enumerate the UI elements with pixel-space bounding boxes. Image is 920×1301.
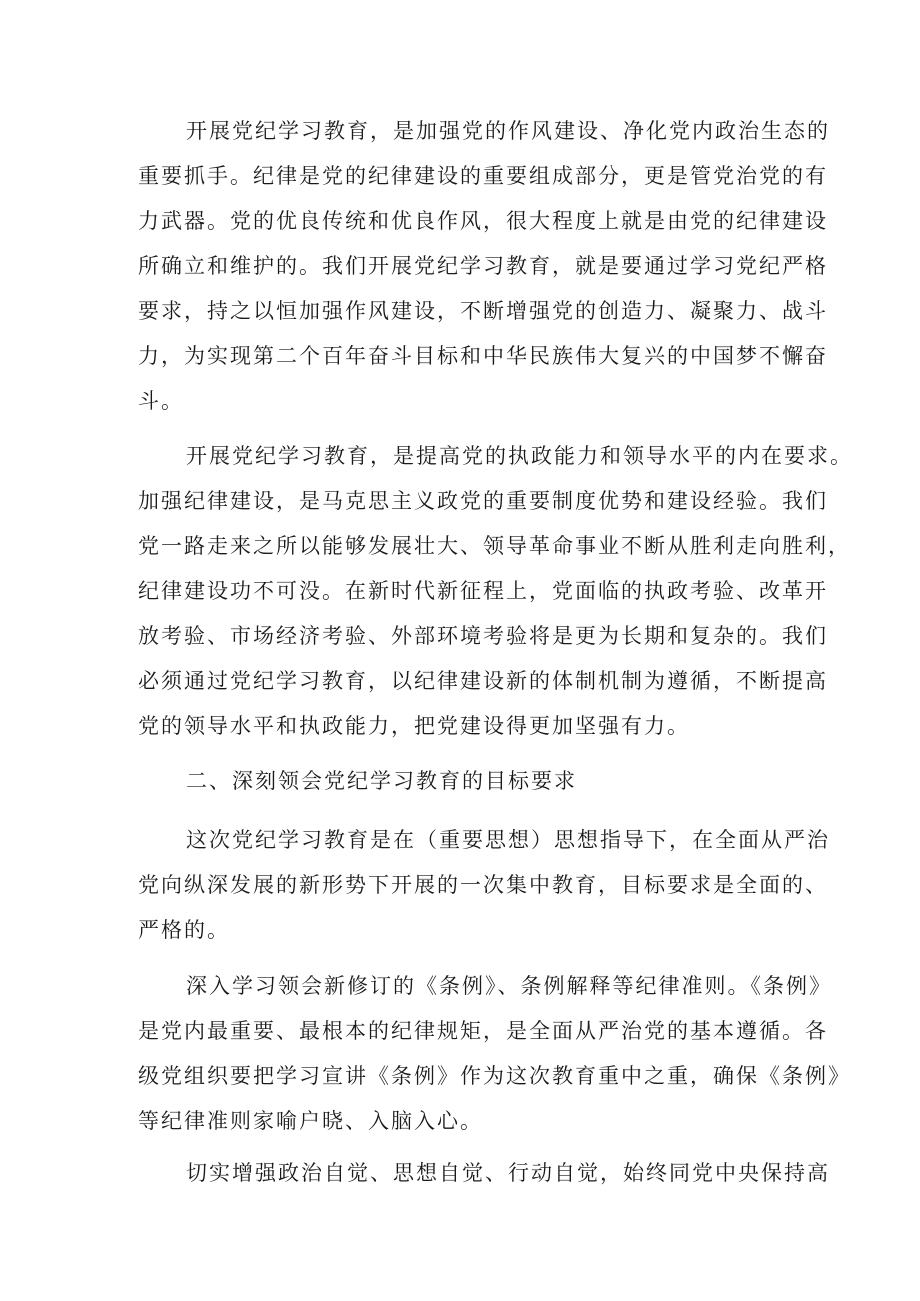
text-line: 加强纪律建设，是马克思主义政党的重要制度优势和建设经验。我们 <box>138 489 828 513</box>
text-line: 放考验、市场经济考验、外部环境考验将是更为长期和复杂的。我们 <box>138 624 828 648</box>
text-line: 深入学习领会新修订的《条例》、条例解释等纪律准则。《条例》 <box>186 974 832 998</box>
text-line: 斗。 <box>138 389 184 413</box>
text-line: 要求，持之以恒加强作风建设，不断增强党的创造力、凝聚力、战斗 <box>138 299 828 323</box>
text-line: 所确立和维护的。我们开展党纪学习教育，就是要通过学习党纪严格 <box>138 254 828 278</box>
text-line: 必须通过党纪学习教育，以纪律建设新的体制机制为遵循，不断提高 <box>138 669 828 693</box>
text-line: 党的领导水平和执政能力，把党建设得更加坚强有力。 <box>138 714 690 738</box>
text-line: 是党内最重要、最根本的纪律规矩，是全面从严治党的基本遵循。各 <box>138 1019 828 1043</box>
text-line: 力武器。党的优良传统和优良作风，很大程度上就是由党的纪律建设 <box>138 209 828 233</box>
text-line: 党一路走来之所以能够发展壮大、领导革命事业不断从胜利走向胜利， <box>138 534 851 558</box>
text-line: 这次党纪学习教育是在（重要思想）思想指导下，在全面从严治 <box>186 828 830 852</box>
heading-line: 二、深刻领会党纪学习教育的目标要求 <box>186 769 577 793</box>
text-line: 严格的。 <box>138 918 230 942</box>
text-line: 党向纵深发展的新形势下开展的一次集中教育，目标要求是全面的、 <box>138 873 828 897</box>
text-line: 力，为实现第二个百年奋斗目标和中华民族伟大复兴的中国梦不懈奋 <box>138 344 828 368</box>
text-line: 切实增强政治自觉、思想自觉、行动自觉，始终同党中央保持高 <box>186 1161 830 1185</box>
text-line: 开展党纪学习教育，是提高党的执政能力和领导水平的内在要求。 <box>186 444 853 468</box>
text-line: 等纪律准则家喻户晓、入脑入心。 <box>138 1109 483 1133</box>
text-line: 纪律建设功不可没。在新时代新征程上，党面临的执政考验、改革开 <box>138 579 828 603</box>
text-line: 级党组织要把学习宣讲《条例》作为这次教育重中之重，确保《条例》 <box>138 1064 851 1088</box>
text-line: 开展党纪学习教育，是加强党的作风建设、净化党内政治生态的 <box>186 119 830 143</box>
text-line: 重要抓手。纪律是党的纪律建设的重要组成部分，更是管党治党的有 <box>138 164 828 188</box>
